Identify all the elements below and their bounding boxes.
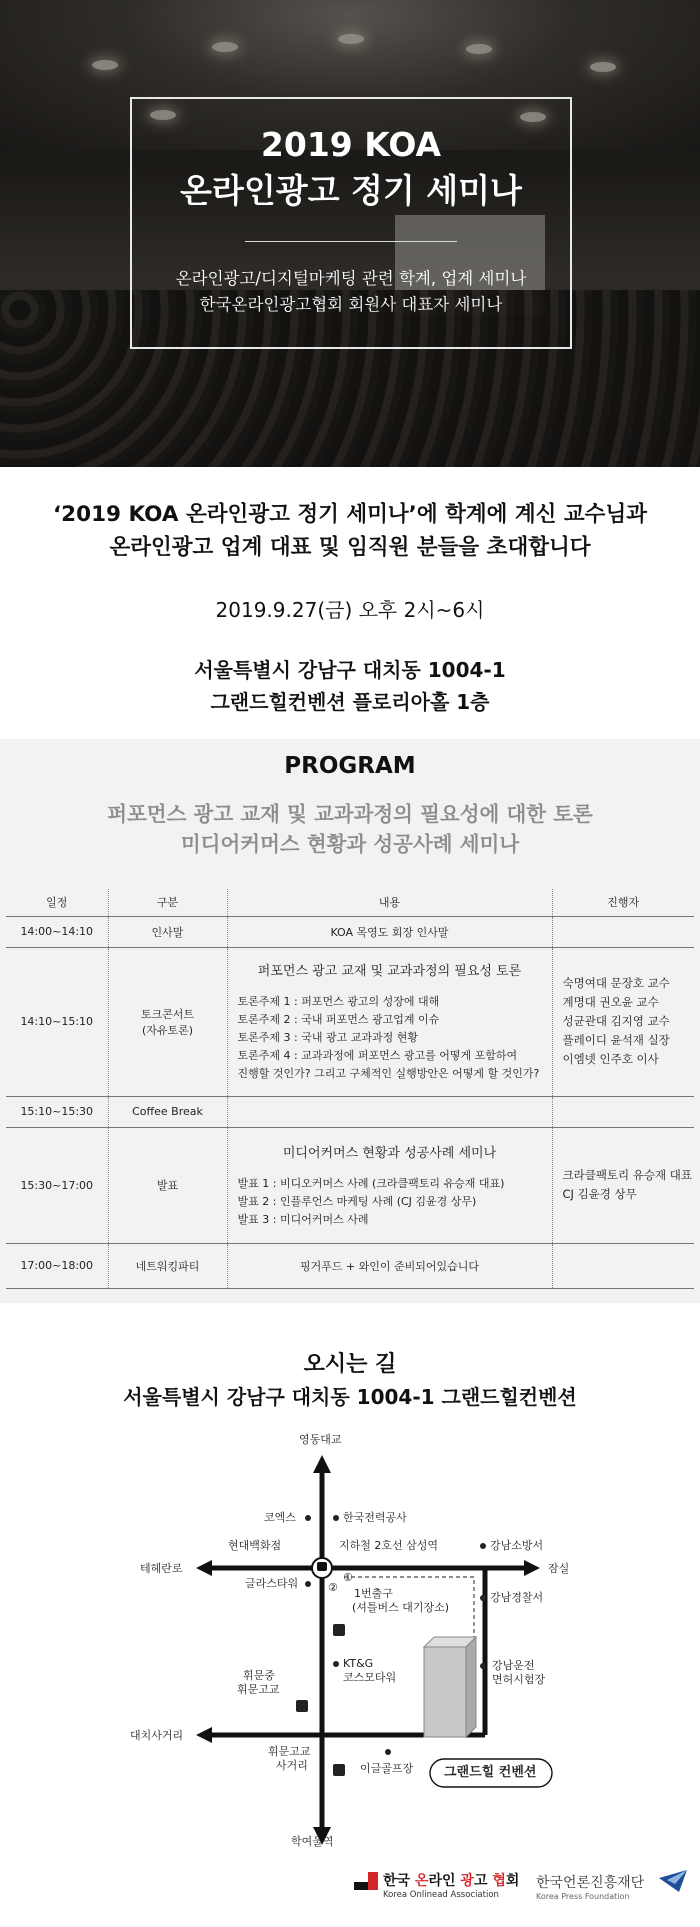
hero-subtitle-line2: 한국온라인광고협회 회원사 대표자 세미나 <box>199 295 503 314</box>
label-hwimun-ms: 휘문중 <box>243 1669 275 1682</box>
row-kind-line2: (자유토론) <box>141 1023 194 1037</box>
label-hwimun-x2: 사거리 <box>276 1759 308 1772</box>
host-name: 플레이디 윤석재 실장 <box>562 1033 670 1047</box>
session-items <box>228 1175 552 1229</box>
row-time: 17:00~18:00 <box>6 1243 108 1288</box>
table-row <box>6 1096 694 1127</box>
hero-divider <box>245 241 457 242</box>
kpf-name: 한국언론진흥재단 <box>536 1875 645 1891</box>
program-subtitle1: 퍼포먼스 광고 교재 및 교과과정의 필요성에 대한 토론 <box>107 802 593 826</box>
label-driving1: 강남운전 <box>492 1659 535 1672</box>
label-kepco: 한국전력공사 <box>343 1511 407 1524</box>
program-subtitle2: 미디어커머스 현황과 성공사례 세미나 <box>180 832 520 856</box>
session-item: 진행할 것인가? 그리고 구체적인 실행방안은 어떻게 할 것인가? <box>237 1067 540 1080</box>
directions-title: 오시는 길 <box>303 1352 397 1377</box>
label-driving2: 면허시험장 <box>492 1673 546 1686</box>
koa-name-part: 고 <box>473 1873 493 1889</box>
exit-number-1: ① <box>343 1571 353 1584</box>
label-teheran: 테헤란로 <box>140 1562 183 1575</box>
session-item: 토론주제 1 : 퍼포먼스 광고의 성장에 대해 <box>237 995 440 1008</box>
row-content <box>227 1096 552 1127</box>
koa-name-part: 광 <box>460 1873 474 1889</box>
label-hwimun-hs: 휘문고교 <box>237 1683 280 1696</box>
header-content: 내용 <box>227 889 552 916</box>
label-exit1: 1번출구 <box>354 1587 393 1600</box>
koa-name-part: 온 <box>414 1873 429 1889</box>
arrow-north-icon <box>313 1455 331 1473</box>
koa-logo-icon <box>354 1872 378 1890</box>
invitation-line1: ‘2019 KOA 온라인광고 정기 세미나’에 학계에 계신 교수님과 <box>53 502 647 527</box>
event-address-line1: 서울특별시 강남구 대치동 1004-1 <box>194 658 506 682</box>
subway-train-icon <box>317 1562 327 1571</box>
hero-banner <box>0 0 700 467</box>
poi-dot <box>480 1663 486 1669</box>
session-item: 발표 3 : 미디어커머스 사례 <box>237 1212 369 1226</box>
poi-dot <box>480 1543 486 1549</box>
session-title: 퍼포먼스 광고 교재 및 교과과정의 필요성 토론 <box>257 964 522 979</box>
poi-dot <box>305 1581 311 1587</box>
header-kind: 구분 <box>108 889 227 916</box>
label-jamsil: 잠실 <box>548 1562 570 1575</box>
label-daechi: 대치사거리 <box>130 1729 184 1742</box>
schedule-table <box>6 889 694 1289</box>
row-host <box>552 1243 694 1288</box>
venue-building-side <box>466 1637 476 1737</box>
session-item: 토론주제 3 : 국내 광고 교과과정 현황 <box>237 1031 418 1044</box>
row-kind: Coffee Break <box>108 1096 227 1127</box>
session-item: 발표 1 : 비디오커머스 사례 (크라클팩토리 유승재 대표) <box>237 1176 505 1190</box>
row-kind: 네트워킹파티 <box>108 1243 227 1288</box>
program-section <box>0 739 700 1303</box>
header-host: 진행자 <box>552 889 694 916</box>
row-host <box>552 916 694 947</box>
row-kind <box>108 947 227 1096</box>
koa-name-part: 한국 <box>383 1873 415 1889</box>
label-golf: 이글골프장 <box>360 1762 414 1775</box>
label-ktg1: KT&G <box>343 1657 374 1670</box>
label-police: 강남경찰서 <box>490 1591 544 1604</box>
venue-building-icon <box>424 1647 466 1737</box>
program-title: PROGRAM <box>284 753 416 779</box>
host-name: 계명대 권오윤 교수 <box>562 995 659 1009</box>
arrow-east-icon <box>524 1560 540 1576</box>
row-kind: 인사말 <box>108 916 227 947</box>
koa-name <box>383 1870 519 1890</box>
bus-icon <box>296 1700 308 1712</box>
koa-name-part: 라인 <box>428 1873 461 1889</box>
schedule-header-row <box>6 889 694 916</box>
bus-icon <box>333 1624 345 1636</box>
kpf-english-name: Korea Press Foundation <box>536 1892 630 1901</box>
poi-dot <box>333 1661 339 1667</box>
event-date: 2019.9.27(금) 오후 2시~6시 <box>215 598 485 622</box>
session-title: 미디어커머스 현황과 성공사례 세미나 <box>282 1145 497 1161</box>
session-item: 토론주제 2 : 국내 퍼포먼스 광고업계 이슈 <box>237 1013 440 1026</box>
table-row <box>6 916 694 947</box>
label-venue: 그랜드힐 컨벤션 <box>444 1765 537 1780</box>
table-row <box>6 1127 694 1243</box>
kpf-logo-icon <box>657 1868 691 1894</box>
hero-subtitle-line1: 온라인광고/디지털마케팅 관련 학계, 업계 세미나 <box>175 269 527 288</box>
label-glass-tower: 글라스타워 <box>245 1577 299 1590</box>
hero-title-line1: 2019 KOA <box>260 125 442 164</box>
session-item: 토론주제 4 : 교과과정에 퍼포먼스 광고를 어떻게 포함하여 <box>237 1049 518 1062</box>
directions-address: 서울특별시 강남구 대치동 1004-1 그랜드힐컨벤션 <box>123 1385 577 1409</box>
row-kind-line1: 토크콘서트 <box>140 1007 195 1021</box>
row-content: KOA 목영도 회장 인사말 <box>227 916 552 947</box>
row-content: 핑거푸드 + 와인이 준비되어있습니다 <box>227 1243 552 1288</box>
label-coex: 코엑스 <box>264 1511 296 1524</box>
label-hyundai: 현대백화점 <box>228 1539 282 1552</box>
map-roads <box>0 1415 700 1845</box>
label-south: 학여울역 <box>291 1835 334 1848</box>
koa-name-part: 협 <box>492 1873 506 1889</box>
event-address-line2: 그랜드힐컨벤션 플로리아홀 1층 <box>210 690 490 714</box>
hero-title-line2: 온라인광고 정기 세미나 <box>180 171 522 210</box>
label-ktg2: 코스모타워 <box>343 1671 397 1684</box>
host-name: 크라클팩토리 유승재 대표 <box>562 1168 693 1182</box>
koa-english-name: Korea Onlinead Association <box>383 1890 499 1900</box>
koa-name-part: 회 <box>505 1873 520 1889</box>
poi-dot <box>385 1749 391 1755</box>
table-row <box>6 1243 694 1288</box>
label-exit-note: (셔틀버스 대기장소) <box>352 1601 450 1614</box>
row-time: 15:30~17:00 <box>6 1127 108 1243</box>
label-north: 영동대교 <box>299 1433 342 1446</box>
row-host <box>552 947 694 1096</box>
row-content <box>227 1127 552 1243</box>
table-row <box>6 947 694 1096</box>
host-name: 숙명여대 문장호 교수 <box>562 976 670 990</box>
host-name: 이엠넷 인주호 이사 <box>562 1052 659 1066</box>
poi-dot <box>333 1515 339 1521</box>
row-kind: 발표 <box>108 1127 227 1243</box>
row-host <box>552 1096 694 1127</box>
row-time: 14:10~15:10 <box>6 947 108 1096</box>
session-item: 발표 2 : 인플루언스 마케팅 사례 (CJ 김윤경 상무) <box>237 1194 477 1208</box>
poi-dot <box>305 1515 311 1521</box>
invitation-section <box>0 467 700 739</box>
poi-dot <box>480 1595 486 1601</box>
row-content <box>227 947 552 1096</box>
header-time: 일정 <box>6 889 108 916</box>
row-host <box>552 1127 694 1243</box>
row-time: 14:00~14:10 <box>6 916 108 947</box>
label-hwimun-x1: 휘문고교 <box>268 1745 311 1758</box>
label-subway: 지하철 2호선 삼성역 <box>339 1539 438 1552</box>
session-items <box>228 993 552 1083</box>
directions-section <box>0 1303 700 1927</box>
arrow-west-icon <box>196 1560 212 1576</box>
bus-icon <box>333 1764 345 1776</box>
label-fire-station: 강남소방서 <box>490 1539 544 1552</box>
location-map <box>0 1415 700 1848</box>
arrow-west-bottom-icon <box>196 1727 212 1743</box>
host-name: 성균관대 김지영 교수 <box>562 1014 670 1028</box>
host-name: CJ 김윤경 상무 <box>562 1187 637 1201</box>
invitation-line2: 온라인광고 업계 대표 및 임직원 분들을 초대합니다 <box>109 535 591 560</box>
footer-logos <box>0 1860 700 1927</box>
exit-number-2: ② <box>328 1581 338 1594</box>
row-time: 15:10~15:30 <box>6 1096 108 1127</box>
